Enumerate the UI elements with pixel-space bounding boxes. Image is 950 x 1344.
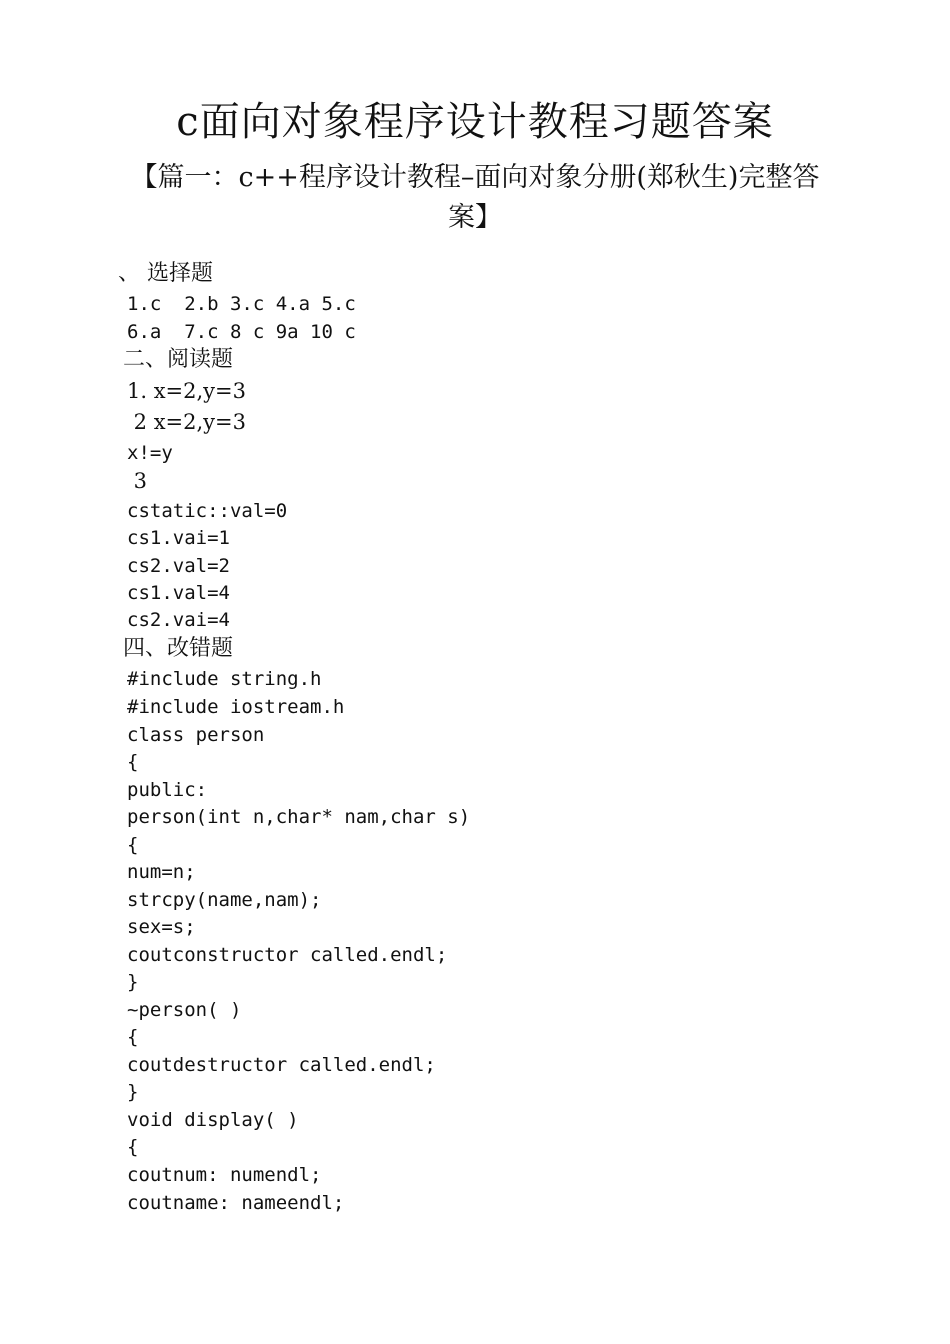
code-line: sex=s;: [127, 916, 196, 938]
code-line: num=n;: [127, 861, 196, 883]
section-heading-reading: 二、阅读题: [123, 347, 234, 372]
answer-line: 1. x=2,y=3: [127, 379, 247, 403]
code-line: {: [127, 1026, 139, 1048]
answer-line: cs2.vai=4: [127, 609, 230, 631]
answer-line: cs1.vai=1: [127, 527, 230, 549]
code-line: }: [127, 971, 139, 993]
code-line: {: [127, 751, 139, 773]
answer-line: cs1.val=4: [127, 582, 230, 604]
code-line: #include iostream.h: [127, 696, 345, 718]
document-title: c面向对象程序设计教程习题答案: [176, 99, 774, 145]
code-line: {: [127, 834, 139, 856]
code-line: {: [127, 1136, 139, 1158]
code-line: class person: [127, 724, 265, 746]
answer-line: 2 x=2,y=3: [127, 410, 247, 434]
document-subtitle: 【篇一：c++程序设计教程–面向对象分册(郑秋生)完整答案】: [130, 162, 820, 233]
answer-line: 3: [127, 469, 148, 493]
answer-line: cstatic::val=0: [127, 500, 288, 522]
code-line: void display( ): [127, 1109, 299, 1131]
answer-line: 1.c 2.b 3.c 4.a 5.c: [127, 293, 356, 315]
code-line: strcpy(name,nam);: [127, 889, 322, 911]
code-line: coutnum: numendl;: [127, 1164, 322, 1186]
code-line: coutname: nameendl;: [127, 1192, 345, 1214]
answer-line: x!=y: [127, 442, 173, 464]
code-line: person(int n,char* nam,char s): [127, 806, 471, 828]
answer-line: 6.a 7.c 8 c 9a 10 c: [127, 321, 356, 343]
code-line: public:: [127, 779, 208, 801]
code-line: #include string.h: [127, 668, 322, 690]
answer-line: cs2.val=2: [127, 555, 230, 577]
code-line: coutconstructor called.endl;: [127, 944, 448, 966]
code-line: }: [127, 1081, 139, 1103]
section-heading-choice: 、 选择题: [118, 261, 213, 286]
section-heading-correction: 四、改错题: [123, 636, 234, 661]
code-line: coutdestructor called.endl;: [127, 1054, 436, 1076]
code-line: ~person( ): [127, 999, 242, 1021]
